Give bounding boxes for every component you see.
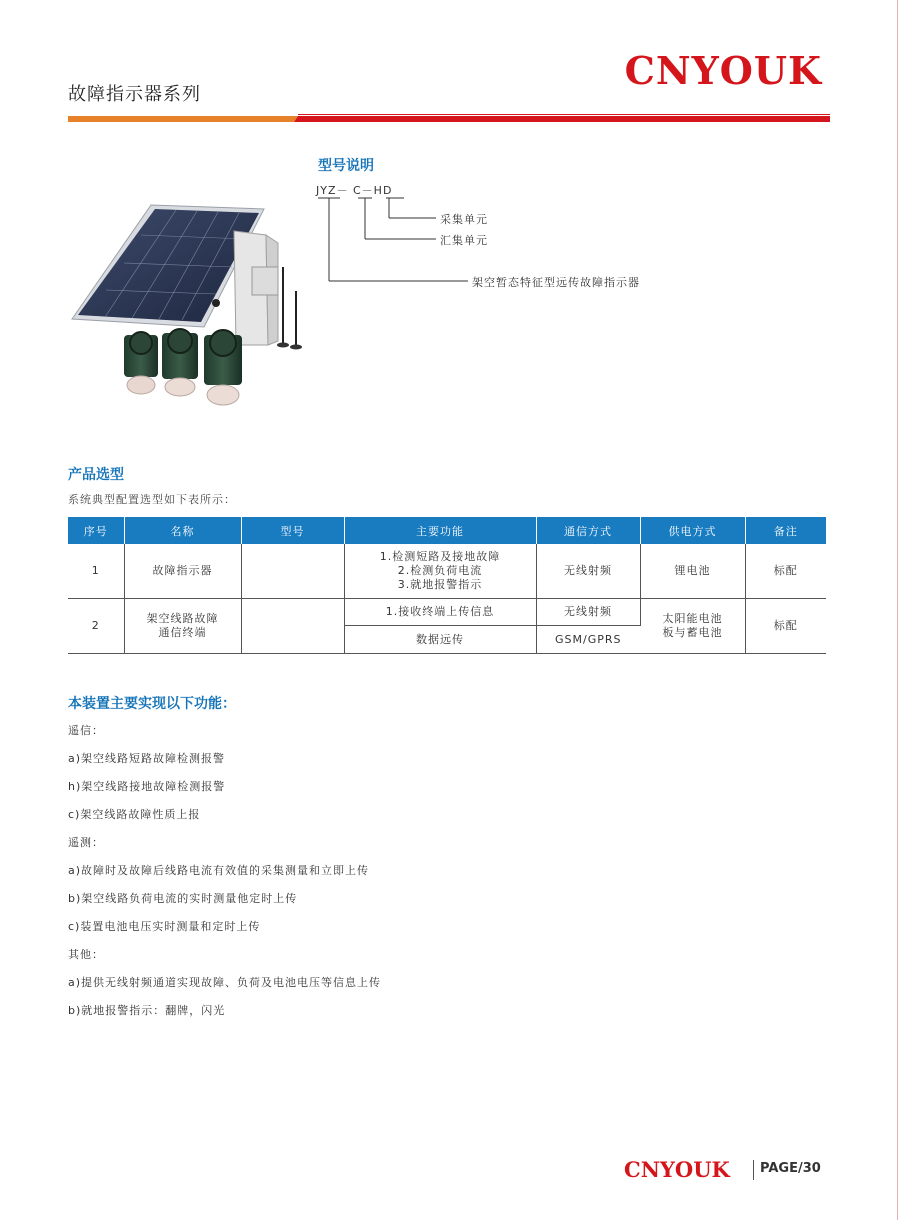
brand-logo: CNYOUK [624, 48, 822, 93]
selection-table [68, 517, 826, 654]
list-item: a)提供无线射频通道实现故障、负荷及电池电压等信息上传 [68, 976, 382, 989]
list-item: b)架空线路负荷电流的实时测量他定时上传 [68, 892, 298, 905]
list-item: a)故障时及故障后线路电流有效值的采集测量和立即上传 [68, 864, 370, 877]
page-title: 故障指示器系列 [68, 84, 201, 105]
table-header-cell: 通信方式 [536, 517, 640, 544]
model-code: JYZ－ C－HD [316, 184, 393, 197]
selection-section-title: 产品选型 [68, 467, 124, 483]
table-cell: 数据远传 [344, 626, 536, 654]
table-header-cell: 名称 [124, 517, 241, 544]
selection-intro: 系统典型配置选型如下表所示： [68, 493, 236, 506]
table-cell: 1.接收终端上传信息 [344, 599, 536, 626]
fault-indicator [204, 330, 242, 405]
list-item: h)架空线路接地故障检测报警 [68, 780, 226, 793]
name-line: 架空线路故障 [146, 612, 219, 625]
table-header-cell: 型号 [241, 517, 344, 544]
table-header-cell: 供电方式 [640, 517, 745, 544]
table-row [68, 544, 826, 599]
table-cell: GSM/GPRS [536, 626, 640, 654]
footer-divider [753, 1160, 754, 1180]
model-diagram [316, 180, 676, 295]
list-item: b)就地报警指示：翻牌，闪光 [68, 1004, 226, 1017]
list-item: a)架空线路短路故障检测报警 [68, 752, 226, 765]
function-line: 3.就地报警指示 [397, 578, 483, 591]
table-header-cell: 序号 [68, 517, 124, 544]
table-cell [241, 544, 344, 599]
page-edge-line [897, 0, 898, 1220]
table-cell: 标配 [745, 544, 826, 599]
name-line: 通信终端 [158, 626, 207, 639]
list-item: c)架空线路故障性质上报 [68, 808, 201, 821]
power-line: 板与蓄电池 [662, 626, 723, 639]
table-cell: 锂电池 [640, 544, 745, 599]
function-line: 2.检测负荷电流 [397, 564, 483, 577]
table-cell-functions [344, 544, 536, 599]
functions-list [68, 722, 381, 1030]
model-label-product: 架空暂态特征型远传故障指示器 [472, 276, 640, 289]
model-label-aggregate: 汇集单元 [440, 234, 488, 247]
header-rule [68, 114, 830, 122]
footer-brand-logo: CNYOUK [624, 1157, 730, 1182]
table-header-row [68, 517, 826, 544]
model-label-collect: 采集单元 [440, 213, 488, 226]
table-header-cell: 备注 [745, 517, 826, 544]
functions-section-title: 本装置主要实现以下功能： [68, 696, 236, 712]
list-item: 遥信： [68, 724, 104, 737]
table-cell-name [124, 599, 241, 654]
list-item: c)装置电池电压实时测量和定时上传 [68, 920, 261, 933]
list-item: 遥测： [68, 836, 104, 849]
power-line: 太阳能电池 [662, 612, 723, 625]
table-cell: 2 [68, 599, 124, 654]
table-header-cell: 主要功能 [344, 517, 536, 544]
fault-indicator [162, 329, 198, 396]
product-image [66, 195, 306, 415]
table-cell: 标配 [745, 599, 826, 654]
table-cell-power [640, 599, 745, 654]
table-cell: 1 [68, 544, 124, 599]
function-line: 1.检测短路及接地故障 [379, 550, 501, 563]
fault-indicator [124, 332, 158, 394]
table-cell [241, 599, 344, 654]
model-section-title: 型号说明 [318, 158, 374, 174]
table-row [68, 599, 826, 626]
table-cell: 故障指示器 [124, 544, 241, 599]
table-cell: 无线射频 [536, 599, 640, 626]
page-number: PAGE/30 [760, 1161, 821, 1176]
table-cell: 无线射频 [536, 544, 640, 599]
list-item: 其他： [68, 948, 104, 961]
